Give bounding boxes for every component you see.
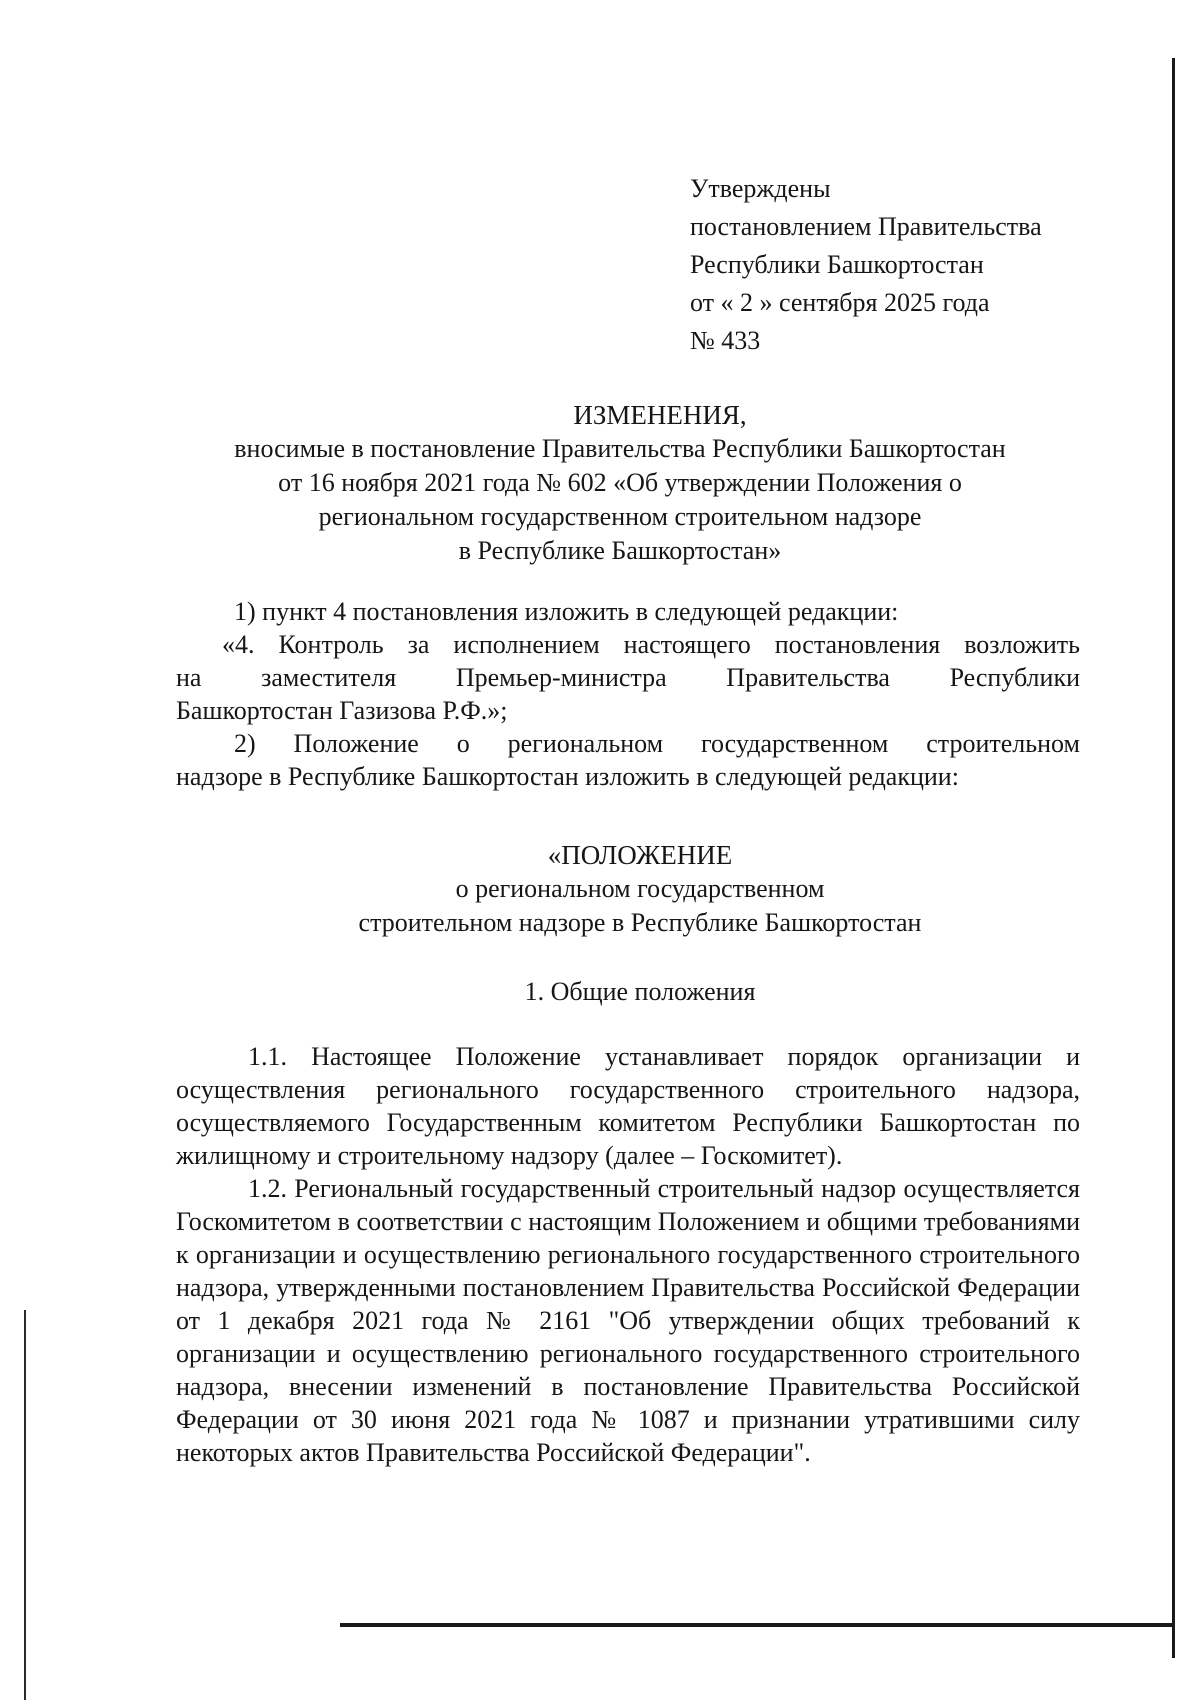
- scan-bottom-line: [340, 1623, 1175, 1627]
- approval-line: Республики Башкортостан: [690, 250, 984, 279]
- paragraph-1-1: 1.1. Настоящее Положение устанавливает порядок организации и осуществления регионального государственного строительного надзора, осуществляемого Государственным комитетом Республики Башкортостан по жилищному и строительному надзору (далее – Госкомитет).: [176, 1042, 1080, 1170]
- regulation-subtitle-line: строительном надзоре в Республике Башкортостан: [358, 908, 922, 937]
- changes-title: ИЗМЕНЕНИЯ,: [573, 400, 747, 430]
- section-heading: 1. Общие положения: [524, 977, 756, 1006]
- changes-heading: [150, 398, 1090, 568]
- amendment-2-text: 2) Положение о региональном государственном строительном: [234, 729, 1080, 758]
- changes-subtitle-line: от 16 ноября 2021 года № 602 «Об утверждении Положения о: [278, 468, 962, 497]
- approval-block: [690, 170, 1042, 360]
- section-1-heading: [170, 975, 1110, 1009]
- approval-number: № 433: [690, 326, 761, 355]
- regulation-heading: [170, 838, 1110, 940]
- amendment-1-text: на заместителя Премьер-министра Правительства Республики: [176, 663, 1080, 692]
- regulation-subtitle-line: о региональном государственном: [455, 874, 825, 903]
- changes-subtitle-line: вносимые в постановление Правительства Республики Башкортостан: [234, 434, 1006, 463]
- amendment-1-text: Башкортостан Газизова Р.Ф.»;: [176, 696, 508, 725]
- approval-date: от « 2 » сентября 2025 года: [690, 288, 990, 317]
- approval-line: постановлением Правительства: [690, 212, 1042, 241]
- paragraph-1-2: 1.2. Региональный государственный строительный надзор осуществляется Госкомитетом в соответствии с настоящим Положением и общими требованиями к организации и осуществлению регионального государственного строительного надзора, утвержденными постановлением Правительства Российской Федерации от 1 декабря 2021 года № 2161 "Об утверждении общих требований к организации и осуществлению регионального государственного строительного надзора, внесении изменений в постановление Правительства Российской Федерации от 30 июня 2021 года № 1087 и признании утратившими силу некоторых актов Правительства Российской Федерации".: [176, 1174, 1080, 1467]
- scan-edge-right: [1172, 58, 1175, 1658]
- amendment-1-intro: 1) пункт 4 постановления изложить в следующей редакции:: [234, 597, 899, 626]
- changes-subtitle-line: региональном государственном строительном надзоре: [318, 502, 922, 531]
- regulation-title: «ПОЛОЖЕНИЕ: [547, 840, 733, 870]
- approval-line: Утверждены: [690, 174, 831, 203]
- amendments-block: [176, 595, 1080, 793]
- changes-subtitle-line: в Республике Башкортостан»: [458, 536, 782, 565]
- amendment-1-text: «4. Контроль за исполнением настоящего постановления возложить: [222, 630, 1080, 659]
- section-1-body: [176, 1040, 1080, 1469]
- scan-edge-left: [24, 1310, 26, 1700]
- amendment-2-text: надзоре в Республике Башкортостан изложить в следующей редакции:: [176, 762, 959, 791]
